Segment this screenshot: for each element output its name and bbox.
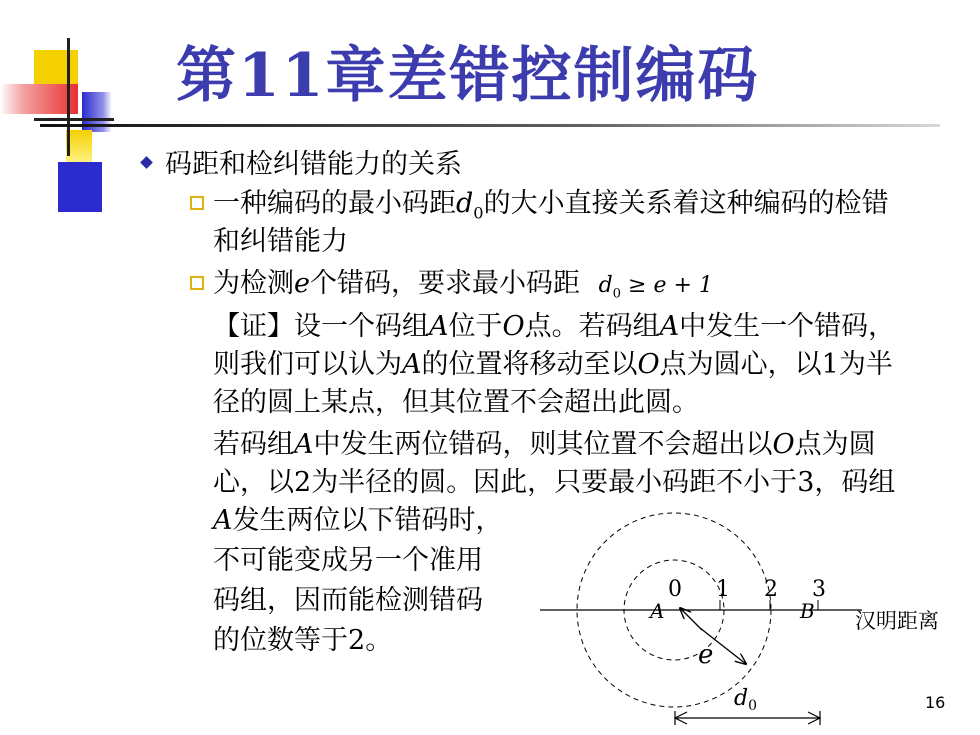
para2-l2-c: ，码组: [814, 467, 896, 498]
sub1-text-a: 一种编码的最小码距: [213, 188, 456, 219]
para2-l1-b: 中发生两位错码，则其位置不会超出以: [313, 429, 773, 460]
sub2-text-a: 为检测: [213, 268, 294, 299]
para2-l1-O: O: [772, 429, 795, 460]
axis-label: 汉明距离: [855, 609, 939, 633]
sub1-text-b: 的大小直接关系着这种编码的检错: [483, 188, 889, 219]
proof-l2-a: 则我们可以认为: [213, 349, 402, 380]
proof-l1-d: 中发生一个错码，: [679, 311, 896, 342]
point-a-label: A: [650, 599, 665, 623]
radius-label: e: [698, 640, 714, 670]
para2-l1-a: 若码组: [213, 429, 294, 460]
para2-line-5: 码组，因而能检测错码: [213, 585, 483, 616]
arrow-a: [680, 608, 702, 630]
para2-l1-A: A: [294, 429, 314, 460]
tick-label-1: 1: [716, 577, 730, 602]
para2-l3-A: A: [213, 505, 233, 536]
formula-rest: ≥ e + 1: [621, 273, 713, 298]
sub2-text-b: 个错码，要求最小码距: [309, 268, 580, 299]
proof-l2-one: 1: [821, 349, 839, 380]
proof-l2-c: 点为圆心，以: [659, 349, 822, 380]
formula-var: d: [598, 273, 613, 298]
sub1-var: d: [456, 188, 474, 219]
para2-l2-three: 3: [797, 467, 815, 498]
para2-l6-b: 。: [365, 625, 393, 656]
proof-l1-A: A: [429, 311, 449, 342]
tick-label-0: 0: [668, 577, 682, 602]
main-bullet-text: 码距和检纠错能力的关系: [165, 149, 462, 180]
proof-l2-A: A: [402, 349, 422, 380]
para2-l6-a: 的位数等于: [213, 625, 348, 656]
proof-l1-A2: A: [659, 311, 680, 342]
sub-bullet-1-line-2: 和纠错能力: [213, 226, 348, 257]
sub1-sub: 0: [473, 203, 484, 223]
proof-l1-b: 位于: [448, 311, 503, 342]
proof-l1-a: 【证】设一个码组: [213, 311, 429, 342]
tick-label-2: 2: [764, 577, 778, 602]
sub2-var: e: [294, 268, 310, 299]
proof-line-3: 径的圆上某点，但其位置不会超出此圆。: [213, 387, 699, 418]
para2-l3-b: 发生两位以下错码时，: [232, 505, 503, 536]
formula-sub: 0: [612, 286, 622, 302]
tick-label-3: 3: [812, 577, 826, 602]
proof-l1-O: O: [502, 311, 525, 342]
proof-l2-d: 为半: [838, 349, 893, 380]
proof-l2-O: O: [637, 349, 660, 380]
para2-l2-b: 为半径的圆。因此，只要最小码距不小于: [311, 467, 798, 498]
distance-label: $d_0$: [734, 686, 758, 714]
para2-l2-two: 2: [294, 467, 312, 498]
page-number: 16: [925, 693, 946, 712]
para2-l6-two: 2: [348, 625, 366, 656]
proof-l1-c: 点。若码组: [524, 311, 660, 342]
para2-line-4: 不可能变成另一个准用: [213, 545, 483, 576]
slide-title: 第11章差错控制编码: [176, 41, 760, 111]
para2-l1-c: 点为圆: [794, 429, 876, 460]
point-b-label: B: [800, 599, 815, 623]
para2-l2-a: 心，以: [213, 467, 294, 498]
proof-l2-b: 的位置将移动至以: [421, 349, 638, 380]
